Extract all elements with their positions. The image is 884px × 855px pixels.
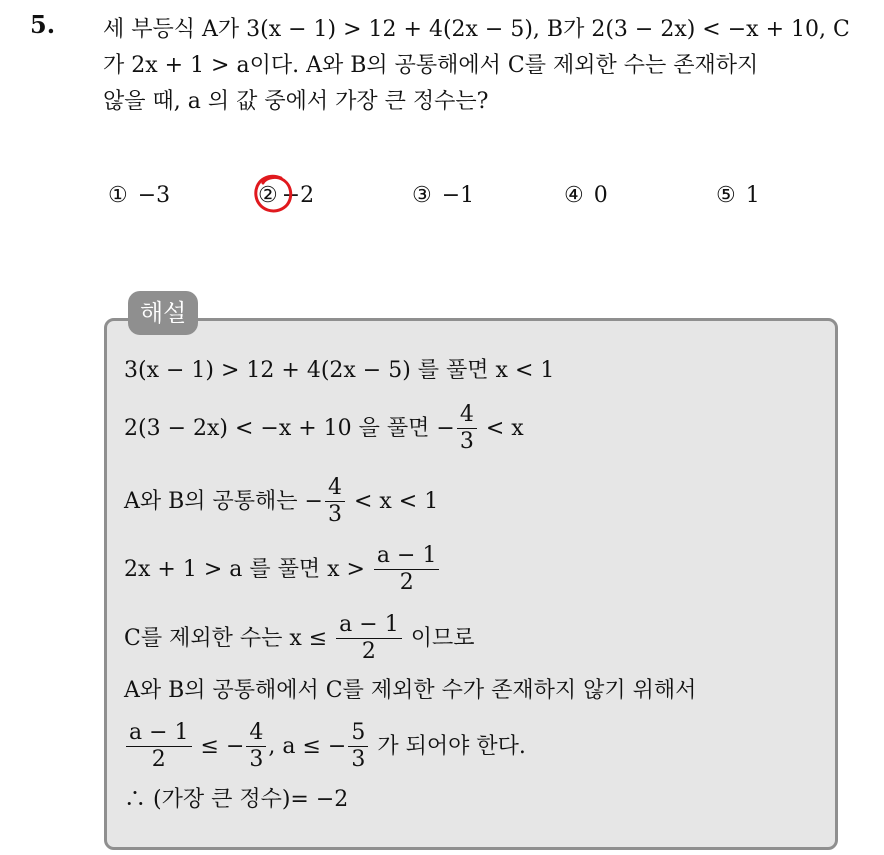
- denominator: 2: [399, 570, 414, 596]
- question-number: 5.: [30, 10, 56, 39]
- choice-value: −1: [441, 183, 475, 208]
- solution-label: 해설: [128, 291, 198, 335]
- choice-5[interactable]: [716, 178, 760, 214]
- question-line: 않을 때, a 의 값 중에서 가장 큰 정수는?: [103, 89, 489, 114]
- choice-number: ①: [108, 183, 128, 208]
- choice-4[interactable]: [564, 178, 608, 214]
- numerator: 4: [246, 720, 266, 747]
- text: 2x + 1 > a 를 풀면 x >: [124, 556, 372, 582]
- solution-line-1: 3(x − 1) > 12 + 4(2x − 5) 를 풀면 x < 1: [124, 358, 555, 383]
- choice-1[interactable]: [108, 178, 170, 214]
- fraction: [325, 475, 345, 529]
- answer-circle-mark: [251, 172, 295, 218]
- choice-number: ⑤: [716, 183, 736, 208]
- numerator: a − 1: [374, 543, 440, 570]
- text: A와 B의 공통해는 −: [124, 488, 323, 514]
- question-line: 가 2x + 1 > a이다. A와 B의 공통해에서 C를 제외한 수는 존재하지: [103, 53, 759, 78]
- denominator: 2: [361, 639, 376, 665]
- text: < x < 1: [346, 488, 439, 514]
- choice-number: ④: [564, 183, 584, 208]
- denominator: 3: [459, 429, 474, 455]
- answer-choices: [0, 178, 884, 218]
- text: , a ≤ −: [268, 733, 347, 759]
- denominator: 3: [327, 502, 342, 528]
- denominator: 3: [351, 747, 366, 773]
- choice-value: −3: [137, 183, 171, 208]
- numerator: 4: [325, 475, 345, 502]
- fraction: [348, 720, 368, 774]
- numerator: a − 1: [336, 612, 402, 639]
- choice-value: 0: [593, 183, 608, 208]
- numerator: a − 1: [126, 720, 192, 747]
- text: 2(3 − 2x) < −x + 10 을 풀면 −: [124, 415, 455, 441]
- solution-line-8: ∴ (가장 큰 정수)= −2: [124, 787, 349, 812]
- fraction: [246, 720, 266, 774]
- solution-line-6: A와 B의 공통해에서 C를 제외한 수가 존재하지 않기 위해서: [124, 678, 697, 703]
- numerator: 5: [348, 720, 368, 747]
- fraction: [126, 720, 192, 774]
- solution-line-3: [124, 475, 438, 529]
- fraction: [457, 402, 477, 456]
- solution-line-2: [124, 402, 524, 456]
- choice-3[interactable]: [412, 178, 474, 214]
- denominator: 2: [151, 747, 166, 773]
- text: C를 제외한 수는 x ≤: [124, 625, 335, 651]
- question-text: [103, 12, 873, 120]
- text: < x: [478, 415, 524, 441]
- choice-number: ②: [258, 183, 278, 208]
- choice-value: 1: [745, 183, 760, 208]
- question-line: 세 부등식 A가 3(x − 1) > 12 + 4(2x − 5), B가 2(3 − 2x) < −x + 10, C: [103, 17, 850, 42]
- fraction: [374, 543, 440, 597]
- denominator: 3: [249, 747, 264, 773]
- solution-line-5: [124, 612, 474, 666]
- solution-line-4: [124, 543, 441, 597]
- text: 이므로: [403, 625, 475, 651]
- solution-line-7: [124, 720, 526, 774]
- text: 가 되어야 한다.: [370, 733, 526, 759]
- choice-number: ③: [412, 183, 432, 208]
- text: ≤ −: [193, 733, 245, 759]
- numerator: 4: [457, 402, 477, 429]
- fraction: [336, 612, 402, 666]
- choice-value: −2: [281, 183, 315, 208]
